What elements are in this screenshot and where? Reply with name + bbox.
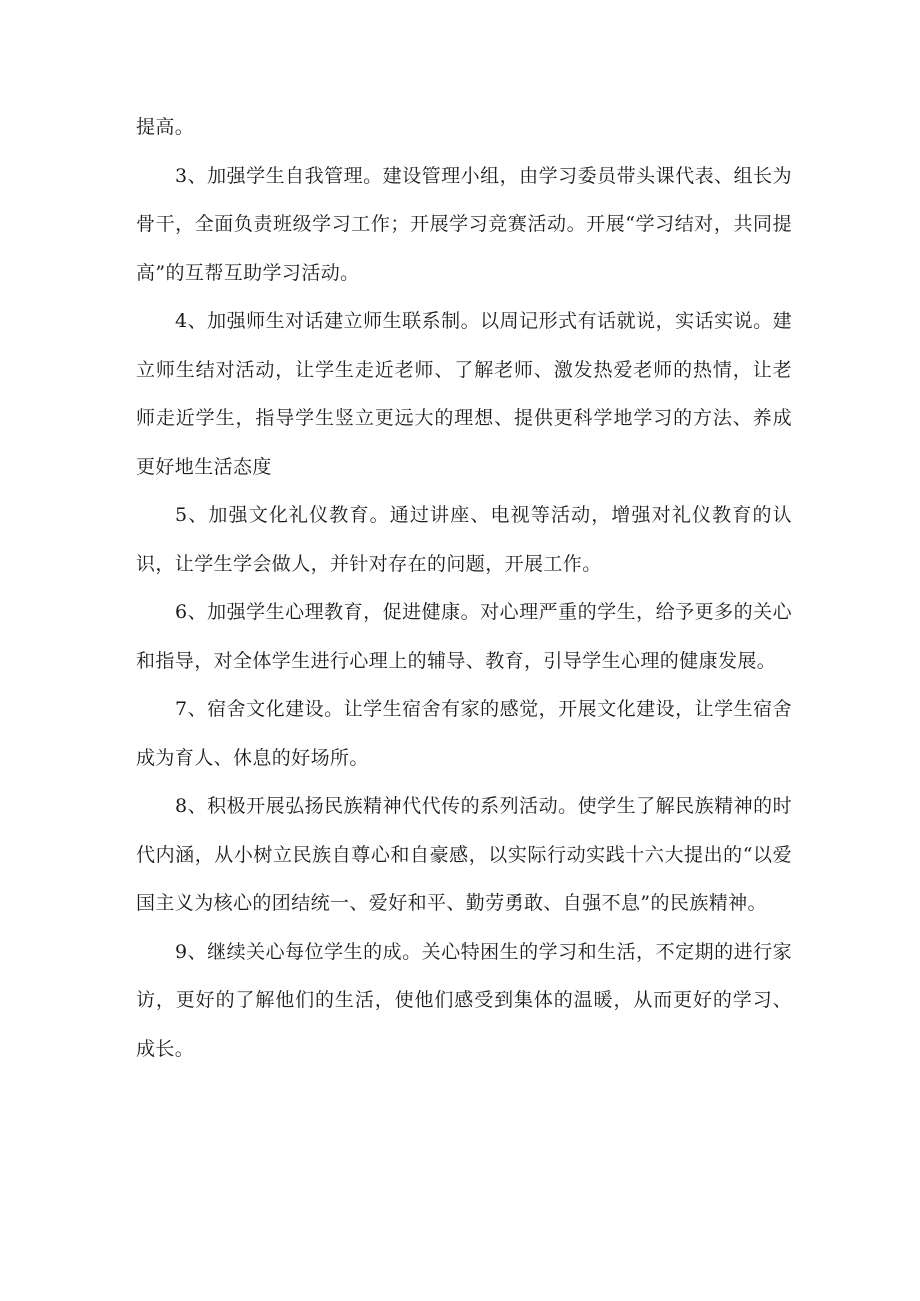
paragraph-item-3: 3、加强学生自我管理。建设管理小组，由学习委员带头课代表、组长为骨干，全面负责班级学习工作；开展学习竞赛活动。开展“学习结对，共同提高”的互帮互助学习活动。 [136, 164, 792, 284]
paragraph-item-6: 6、加强学生心理教育，促进健康。对心理严重的学生，给予更多的关心和指导，对全体学生进行心理上的辅导、教育，引导学生心理的健康发展。 [136, 601, 792, 672]
paragraph-item-5: 5、加强文化礼仪教育。通过讲座、电视等活动，增强对礼仪教育的认识，让学生学会做人，并针对存在的问题，开展工作。 [136, 504, 792, 575]
paragraph-item-7: 7、宿舍文化建设。让学生宿舍有家的感觉，开展文化建设，让学生宿舍成为育人、休息的好场所。 [136, 698, 792, 769]
document-page [136, 103, 792, 1073]
paragraph-item-8: 8、积极开展弘扬民族精神代代传的系列活动。使学生了解民族精神的时代内涵，从小树立民族自尊心和自豪感，以实际行动实践十六大提出的“以爱国主义为核心的团结统一、爱好和平、勤劳勇敢、自强不息”的民族精神。 [136, 795, 792, 914]
paragraph-continuation: 提高。 [136, 116, 195, 138]
paragraph-item-9: 9、继续关心每位学生的成。关心特困生的学习和生活，不定期的进行家访，更好的了解他们的生活，使他们感受到集体的温暖，从而更好的学习、成长。 [136, 940, 792, 1060]
paragraph-item-4: 4、加强师生对话建立师生联系制。以周记形式有话就说，实话实说。建立师生结对活动，让学生走近老师、了解老师、激发热爱老师的热情，让老师走近学生，指导学生竖立更远大的理想、提供更科学地学习的方法、养成更好地生活态度 [136, 310, 792, 478]
